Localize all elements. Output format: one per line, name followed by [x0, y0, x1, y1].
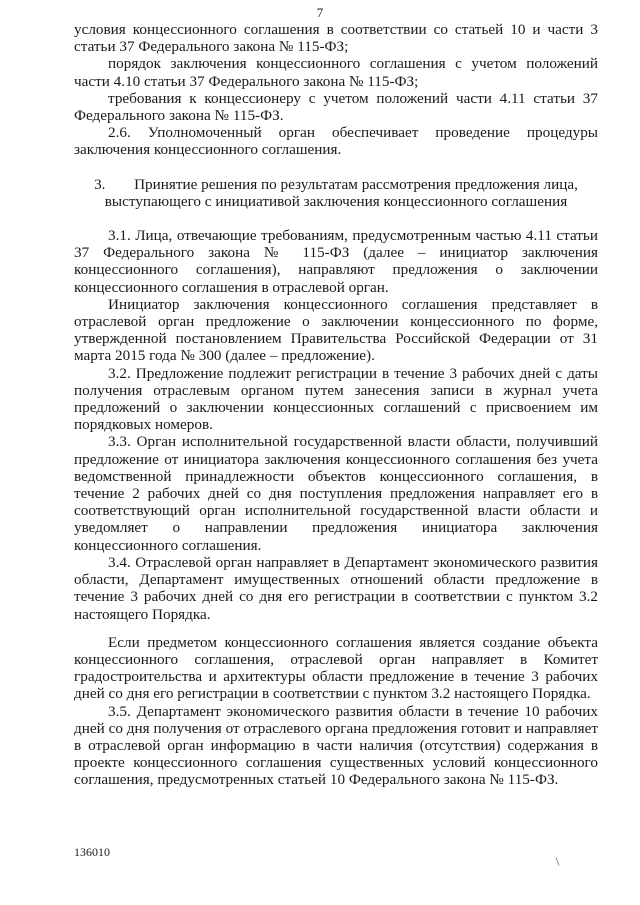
paragraph-3-1: 3.1. Лица, отвечающие требованиям, предусмотренным частью 4.11 статьи 37 Федерального закона № 115-ФЗ (далее – инициатор заключения концессионного соглашения), направляют предложения о заключении концессионного соглашения в отраслевой орган.	[74, 227, 598, 296]
section-number: 3.	[94, 175, 106, 193]
paragraph-construction-case: Если предметом концессионного соглашения является создание объекта концессионного соглашения, отраслевой орган направляет в Комитет градостроительства и архитектуры области предложение в течение 3 рабочих дней со дня его регистрации в соответствии с пунктом 3.2 настоящего Порядка.	[74, 633, 598, 703]
paragraph-3-5: 3.5. Департамент экономического развития области в течение 10 рабочих дней со дня получения от отраслевого органа предложения готовит и направляет в отраслевой орган информацию в части наличия (отсутствия) содержания в проекте концессионного соглашения существенных условий концессионного соглашения, предусмотренных статьей 10 Федерального закона № 115-ФЗ.	[74, 702, 598, 789]
scan-mark	[555, 857, 559, 866]
paragraph-conclusion-procedure: порядок заключения концессионного соглашения с учетом положений части 4.10 статьи 37 Федерального закона № 115-ФЗ;	[74, 55, 598, 90]
paragraph-concession-terms: условия концессионного соглашения в соответствии со статьей 10 и части 3 статьи 37 Федерального закона № 115-ФЗ;	[74, 21, 598, 56]
paragraph-3-3: 3.3. Орган исполнительной государственной власти области, получивший предложение от инициатора заключения концессионного соглашения без учета ведомственной принадлежности объектов концессионного соглашения, в течение 2 рабочих дней со дня поступления предложения направляет его в соответствующий орган исполнительной государственной власти области и уведомляет о направлении предложения инициатора заключения концессионного соглашения.	[74, 433, 598, 554]
paragraph-concessionaire-requirements: требования к концессионеру с учетом положений части 4.11 статьи 37 Федерального закона № 115-ФЗ.	[74, 89, 598, 125]
paragraph-3-2: 3.2. Предложение подлежит регистрации в течение 3 рабочих дней с даты получения отраслевым органом путем занесения записи в журнал учета предложений о заключении концессионных соглашений с присвоением им порядковых номеров.	[74, 364, 598, 434]
document-body	[74, 21, 598, 789]
paragraph-initiator-proposal: Инициатор заключения концессионного соглашения представляет в отраслевой орган предложение о заключении концессионного по форме, утвержденной постановлением Правительства Российской Федерации от 31 марта 2015 года № 300 (далее – предложение).	[74, 295, 598, 365]
page-number: 7	[316, 5, 324, 20]
paragraph-2-6: 2.6. Уполномоченный орган обеспечивает проведение процедуры заключения концессионного соглашения.	[74, 124, 598, 159]
paragraph-gap	[74, 623, 598, 634]
section-heading	[74, 159, 598, 227]
section-title: Принятие решения по результатам рассмотрения предложения лица, выступающего с инициативой заключения концессионного соглашения	[104, 175, 578, 210]
footer-code: 136010	[74, 845, 110, 859]
paragraph-3-4: 3.4. Отраслевой орган направляет в Департамент экономического развития области, Департамент имущественных отношений области предложение в течение 3 рабочих дней со дня его регистрации в соответствии с пунктом 3.2 настоящего Порядка.	[74, 553, 598, 623]
